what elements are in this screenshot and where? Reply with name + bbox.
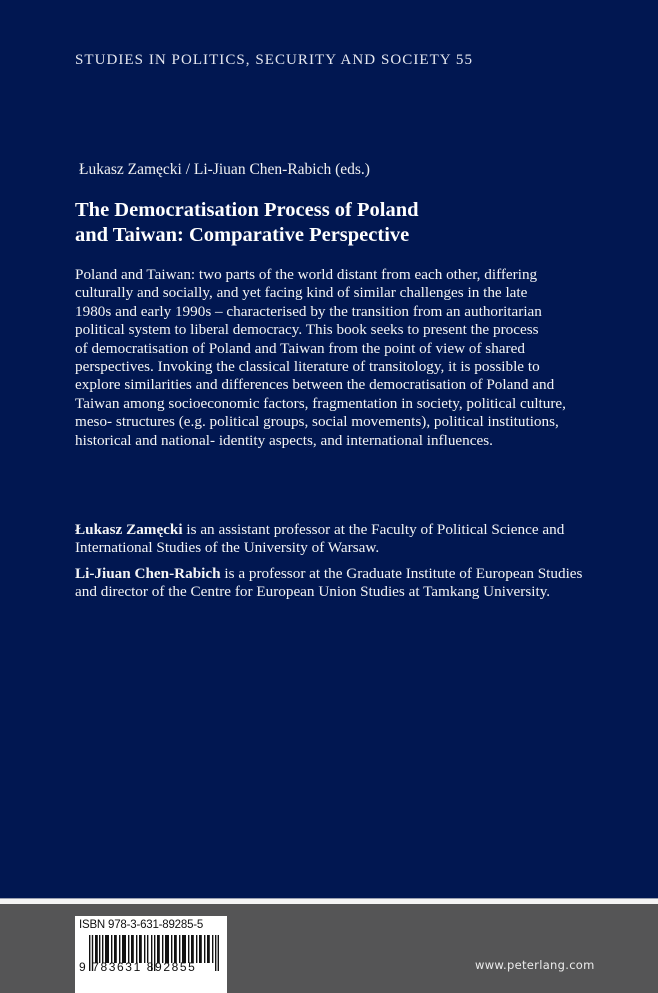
book-title-line-1: The Democratisation Process of Poland [75, 199, 419, 221]
publisher-website: www.peterlang.com [475, 958, 595, 972]
blurb-line: perspectives. Invoking the classical literature of transitology, it is possible to [75, 358, 540, 376]
blurb [75, 266, 655, 450]
blurb-line: 1980s and early 1990s – characterised by the transition from an authoritarian [75, 302, 542, 320]
author-bio-line-1 [75, 565, 655, 583]
footer-band [0, 904, 658, 993]
series-title: STUDIES IN POLITICS, SECURITY AND SOCIETY 55 [75, 52, 474, 68]
author-name: Łukasz Zamęcki [75, 521, 183, 538]
author-bios [75, 521, 655, 609]
blurb-line: political system to liberal democracy. This book seeks to present the process [75, 321, 539, 339]
author-bio-line-2: International Studies of the University of Warsaw. [75, 539, 380, 557]
blurb-line: meso- structures (e.g. political groups, social movements), political institutions, [75, 413, 559, 431]
author-name: Li-Jiuan Chen-Rabich [75, 564, 221, 582]
author-bio-text: is an assistant professor at the Faculty of Political Science and [182, 521, 565, 538]
isbn-label: ISBN 978-3-631-89285-5 [79, 919, 204, 931]
blurb-line: explore similarities and differences between the democratisation of Poland and [75, 376, 555, 394]
blurb-line: culturally and socially, and yet facing kind of similar challenges in the late [75, 284, 528, 302]
blurb-line: historical and national- identity aspects, and international influences. [75, 431, 493, 449]
isbn-barcode [75, 916, 227, 993]
barcode-digits: 9 783631 892855 [79, 960, 197, 974]
book-title-line-2: and Taiwan: Comparative Perspective [75, 224, 410, 246]
blurb-line: of democratisation of Poland and Taiwan from the point of view of shared [75, 339, 525, 357]
blurb-line: Taiwan among socioeconomic factors, fragmentation in society, political culture, [75, 394, 566, 412]
book-title [75, 198, 635, 248]
editors-line: Łukasz Zamęcki / Li-Jiuan Chen-Rabich (eds.) [79, 161, 370, 178]
blurb-line: Poland and Taiwan: two parts of the world distant from each other, differing [75, 266, 538, 283]
author-bio [75, 565, 655, 602]
author-bio-text: is a professor at the Graduate Institute of European Studies [220, 564, 583, 582]
author-bio [75, 521, 655, 558]
author-bio-line-2: and director of the Centre for European Union Studies at Tamkang University. [75, 583, 551, 601]
author-bio-line-1 [75, 521, 655, 539]
